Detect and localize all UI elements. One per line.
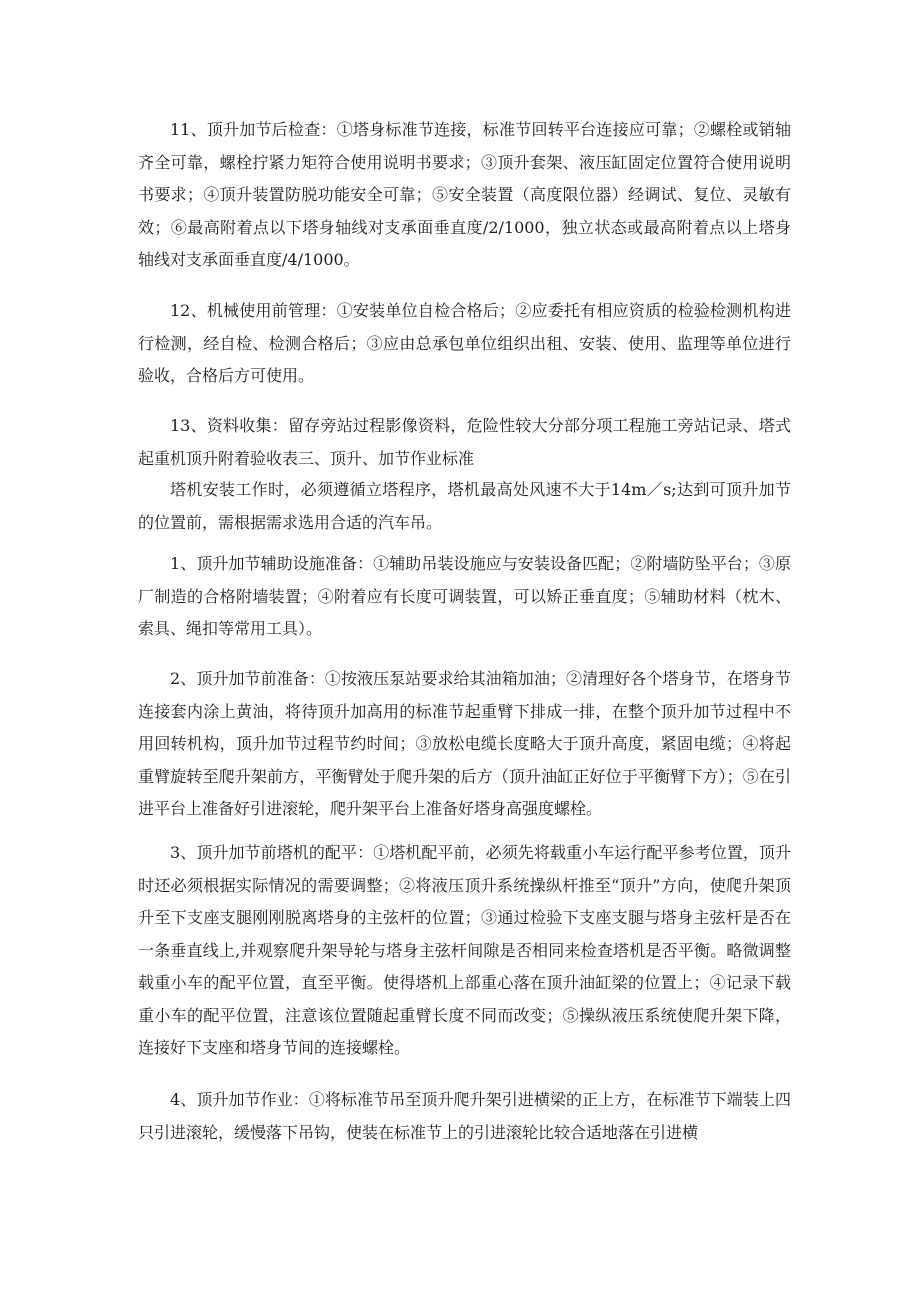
paragraph-item-1-auxiliary-facilities: 1、顶升加节辅助设施准备：①辅助吊装设施应与安装设备匹配；②附墙防坠平台；③原厂制造的合格附墙装置；④附着应有长度可调装置，可以矫正垂直度；⑤辅助材料（枕木、索具、绳扣等常用工具）。 <box>138 554 791 638</box>
paragraph-item-13-document-collection: 13、资料收集：留存旁站过程影像资料，危险性较大分部分项工程施工旁站记录、塔式起重机顶升附着验收表三、顶升、加节作业标准 <box>138 416 791 468</box>
paragraph-installation-intro: 塔机安装工作时，必须遵循立塔程序，塔机最高处风速不大于14m／s;达到可顶升加节的位置前，需根据需求选用合适的汽车吊。 <box>138 480 791 532</box>
paragraph-item-2-pre-jacking-preparation: 2、顶升加节前准备：①按液压泵站要求给其油箱加油；②清理好各个塔身节，在塔身节连接套内涂上黄油，将待顶升加高用的标准节起重臂下排成一排，在整个顶升加节过程中不用回转机构，顶升加节过程节约时间；③放松电缆长度略大于顶升高度，紧固电缆；④将起重臂旋转至爬升架前方，平衡臂处于爬升架的后方（顶升油缸正好位于平衡臂下方）；⑤在引进平台上准备好引进滚轮，爬升架平台上准备好塔身高强度螺栓。 <box>138 669 791 818</box>
paragraph-item-11-post-jacking-inspection: 11、顶升加节后检查：①塔身标准节连接，标准节回转平台连接应可靠；②螺栓或销轴齐全可靠，螺栓拧紧力矩符合使用说明书要求；③顶升套架、液压缸固定位置符合使用说明书要求；④顶升装置防脱功能安全可靠；⑤安全装置（高度限位器）经调试、复位、灵敏有效；⑥最高附着点以下塔身轴线对支承面垂直度/2/1000，独立状态或最高附着点以上塔身轴线对支承面垂直度/4/1000。 <box>138 120 791 269</box>
paragraph-item-3-crane-balancing: 3、顶升加节前塔机的配平：①塔机配平前，必须先将载重小车运行配平参考位置，顶升时还必须根据实际情况的需要调整；②将液压顶升系统操纵杆推至“顶升”方向，使爬升架顶升至下支座支腿刚刚脱离塔身的主弦杆的位置；③通过检验下支座支腿与塔身主弦杆是否在一条垂直线上,并观察爬升架导轮与塔身主弦杆间隙是否相同来检查塔机是否平衡。略微调整载重小车的配平位置，直至平衡。使得塔机上部重心落在顶升油缸梁的位置上；④记录下载重小车的配平位置，注意该位置随起重臂长度不同而改变；⑤操纵液压系统使爬升架下降，连接好下支座和塔身节间的连接螺栓。 <box>138 843 791 1057</box>
paragraph-item-12-pre-use-management: 12、机械使用前管理：①安装单位自检合格后；②应委托有相应资质的检验检测机构进行检测，经自检、检测合格后；③应由总承包单位组织出租、安装、使用、监理等单位进行验收，合格后方可使用。 <box>138 301 791 385</box>
paragraph-item-4-jacking-operation: 4、顶升加节作业：①将标准节吊至顶升爬升架引进横梁的正上方，在标准节下端装上四只引进滚轮，缓慢落下吊钩，使装在标准节上的引进滚轮比较合适地落在引进横 <box>138 1090 791 1142</box>
